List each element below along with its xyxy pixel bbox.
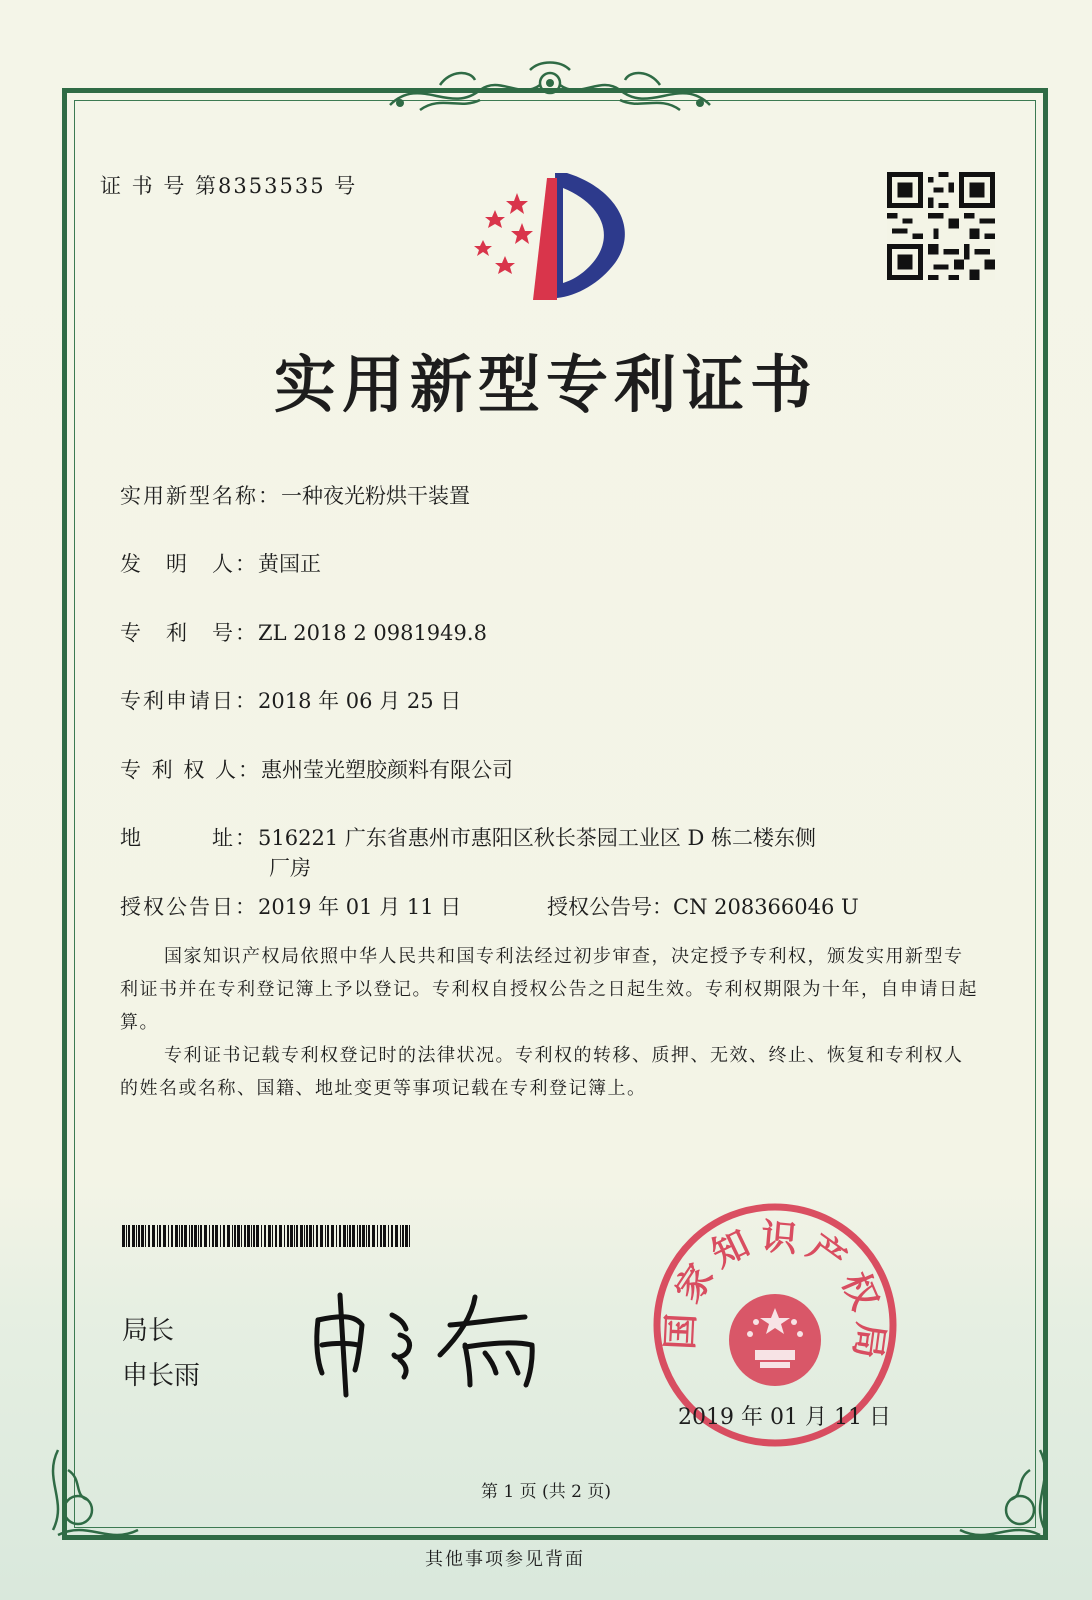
barcode-bar xyxy=(309,1225,312,1247)
barcode-bar xyxy=(168,1225,169,1247)
page-number: 第 1 页 (共 2 页) xyxy=(481,1482,611,1502)
barcode-bar xyxy=(194,1225,197,1247)
grant-number-value: CN 208366046 U xyxy=(673,895,859,919)
barcode-bar xyxy=(181,1225,183,1247)
barcode-bar xyxy=(325,1225,326,1247)
barcode-bar xyxy=(349,1225,351,1247)
inventor-row xyxy=(120,548,321,578)
barcode-bar xyxy=(227,1225,230,1247)
top-ornament-icon xyxy=(380,55,720,125)
barcode-bar xyxy=(352,1225,355,1247)
barcode-bar xyxy=(253,1225,255,1247)
barcode-bar xyxy=(380,1225,382,1247)
barcode-bar xyxy=(279,1225,282,1247)
patentee-label: 专 利 权 人： xyxy=(120,758,262,782)
barcode-bar xyxy=(247,1225,250,1247)
barcode-bar xyxy=(261,1225,262,1247)
barcode-bar xyxy=(409,1225,410,1247)
barcode-bar xyxy=(215,1225,218,1247)
grant-date-value: 2019 年 01 月 11 日 xyxy=(258,895,462,919)
certificate-number: 证 书 号 第8353535 号 xyxy=(100,174,358,198)
barcode-bar xyxy=(163,1225,166,1247)
barcode-bar xyxy=(191,1225,193,1247)
barcode-bar xyxy=(339,1225,341,1247)
barcode-bar xyxy=(294,1225,295,1247)
barcode-bar xyxy=(122,1225,125,1247)
barcode-icon xyxy=(122,1225,410,1247)
patentee-row xyxy=(120,754,513,784)
barcode-bar xyxy=(209,1225,210,1247)
barcode-bar xyxy=(145,1225,146,1247)
barcode-bar xyxy=(251,1225,252,1247)
statement-paragraph: 国家知识产权局依照中华人民共和国专利法经过初步审查，决定授予专利权，颁发实用新型专利证书并在专利登记簿上予以登记。专利权自授权公告之日起生效。专利权期限为十年，自申请日起算。 xyxy=(120,946,978,1033)
barcode-bar xyxy=(313,1225,314,1247)
barcode-bar xyxy=(290,1225,293,1247)
barcode-bar xyxy=(152,1225,155,1247)
barcode-bar xyxy=(400,1225,401,1247)
director-name: 申长雨 xyxy=(122,1361,201,1391)
barcode-bar xyxy=(256,1225,259,1247)
barcode-bar xyxy=(241,1225,242,1247)
barcode-bar xyxy=(320,1225,323,1247)
address-value-continued: 厂房 xyxy=(269,856,311,880)
director-title: 局长 xyxy=(122,1316,175,1346)
director-signature xyxy=(300,1285,560,1400)
barcode-bar xyxy=(304,1225,305,1247)
address-label: 地 址： xyxy=(120,826,258,850)
barcode-bar xyxy=(179,1225,180,1247)
barcode-bar xyxy=(136,1225,137,1247)
barcode-bar xyxy=(300,1225,303,1247)
application-date-value: 2018 年 06 月 25 日 xyxy=(258,689,462,713)
barcode-bar xyxy=(405,1225,408,1247)
barcode-bar xyxy=(388,1225,389,1247)
barcode-bar xyxy=(138,1225,140,1247)
barcode-bar xyxy=(284,1225,285,1247)
footer-note: 其他事项参见背面 xyxy=(425,1549,585,1570)
barcode-bar xyxy=(391,1225,393,1247)
grant-number-row xyxy=(547,891,859,921)
barcode-bar xyxy=(148,1225,150,1247)
patent-office-logo-icon xyxy=(465,168,645,303)
barcode-bar xyxy=(268,1225,271,1247)
barcode-bar xyxy=(372,1225,375,1247)
barcode-bar xyxy=(204,1225,207,1247)
barcode-bar xyxy=(347,1225,348,1247)
barcode-bar xyxy=(327,1225,329,1247)
barcode-bar xyxy=(159,1225,161,1247)
barcode-bar xyxy=(383,1225,386,1247)
barcode-bar xyxy=(362,1225,365,1247)
barcode-bar xyxy=(189,1225,190,1247)
patent-number-value: ZL 2018 2 0981949.8 xyxy=(258,621,487,645)
certificate-title: 实用新型专利证书 xyxy=(273,348,818,421)
address-row xyxy=(120,822,816,852)
barcode-bar xyxy=(377,1225,378,1247)
barcode-bar xyxy=(128,1225,130,1247)
barcode-bar xyxy=(175,1225,178,1247)
barcode-bar xyxy=(331,1225,334,1247)
application-date-row xyxy=(120,685,461,715)
barcode-bar xyxy=(264,1225,266,1247)
name-value: 一种夜光粉烘干装置 xyxy=(281,484,470,508)
barcode-bar xyxy=(296,1225,298,1247)
barcode-bar xyxy=(244,1225,246,1247)
barcode-bar xyxy=(402,1225,404,1247)
barcode-bar xyxy=(237,1225,240,1247)
barcode-bar xyxy=(220,1225,221,1247)
barcode-bar xyxy=(272,1225,273,1247)
barcode-bar xyxy=(275,1225,277,1247)
seal-text: 国家知识产权局 xyxy=(660,1216,891,1369)
barcode-bar xyxy=(287,1225,289,1247)
barcode-bar xyxy=(232,1225,233,1247)
barcode-bar xyxy=(234,1225,236,1247)
barcode-bar xyxy=(336,1225,337,1247)
qr-code-icon xyxy=(887,172,995,280)
barcode-bar xyxy=(306,1225,308,1247)
inventor-value: 黄国正 xyxy=(258,552,321,576)
inventor-label: 发 明 人： xyxy=(120,552,258,576)
seal-date: 2019 年 01 月 11 日 xyxy=(678,1405,891,1430)
barcode-bar xyxy=(395,1225,398,1247)
utility-model-name-row xyxy=(120,480,470,510)
grant-date-label: 授权公告日： xyxy=(120,895,258,919)
barcode-bar xyxy=(141,1225,144,1247)
patentee-value: 惠州莹光塑胶颜料有限公司 xyxy=(261,758,514,782)
name-label: 实用新型名称： xyxy=(120,484,281,508)
patent-number-row xyxy=(120,617,487,647)
barcode-bar xyxy=(132,1225,135,1247)
barcode-bar xyxy=(223,1225,225,1247)
statement-paragraph: 专利证书记载专利权登记时的法律状况。专利权的转移、质押、无效、终止、恢复和专利权人的姓名或名称、国籍、地址变更等事项记载在专利登记簿上。 xyxy=(120,1045,964,1099)
barcode-bar xyxy=(212,1225,214,1247)
barcode-bar xyxy=(126,1225,127,1247)
grant-date-row xyxy=(120,891,461,921)
barcode-bar xyxy=(343,1225,346,1247)
barcode-bar xyxy=(200,1225,202,1247)
barcode-bar xyxy=(184,1225,187,1247)
barcode-bar xyxy=(357,1225,358,1247)
patent-number-label: 专 利 号： xyxy=(120,621,258,645)
barcode-bar xyxy=(368,1225,370,1247)
barcode-bar xyxy=(157,1225,158,1247)
barcode-bar xyxy=(366,1225,367,1247)
barcode-bar xyxy=(316,1225,318,1247)
barcode-bar xyxy=(198,1225,199,1247)
barcode-bar xyxy=(359,1225,361,1247)
application-date-label: 专利申请日： xyxy=(120,689,258,713)
address-value: 516221 广东省惠州市惠阳区秋长茶园工业区 D 栋二楼东侧 xyxy=(258,826,817,850)
barcode-bar xyxy=(171,1225,173,1247)
grant-number-label: 授权公告号： xyxy=(547,895,673,919)
